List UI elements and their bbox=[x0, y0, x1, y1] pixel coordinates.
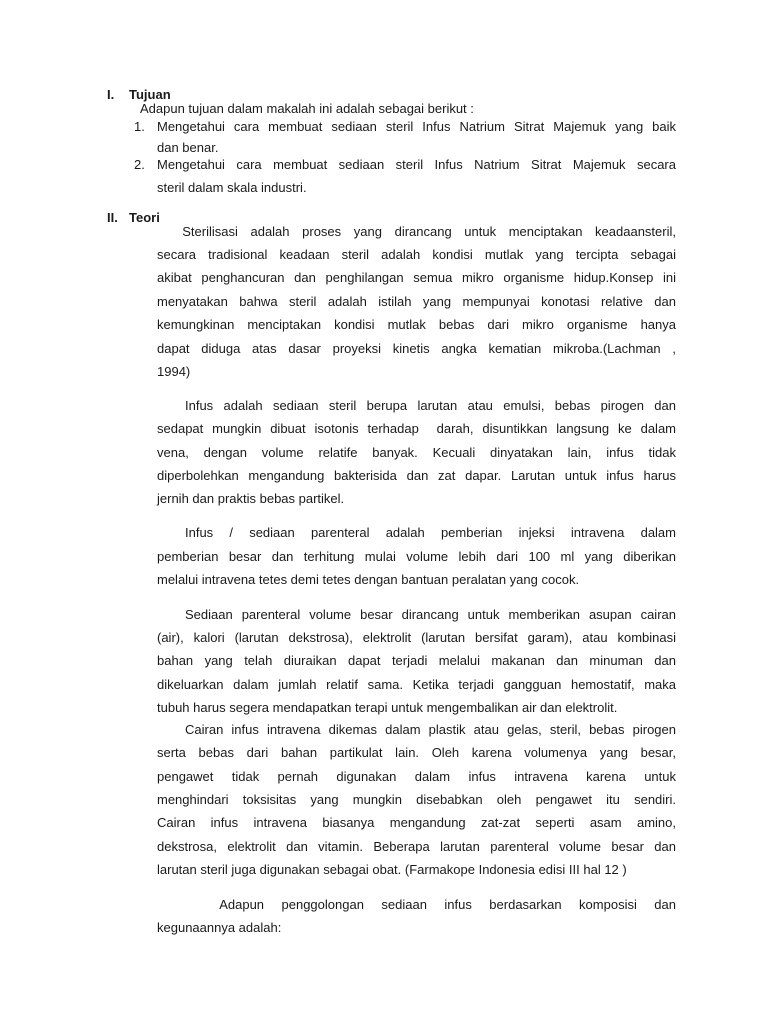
paragraph-line: Sediaan parenteral volume besar dirancang untuk memberikan asupan cairan bbox=[185, 607, 676, 622]
list-number: 1. bbox=[134, 119, 145, 134]
paragraph-line: dekstrosa, elektrolit dan vitamin. Beberapa larutan parenteral volume besar dan bbox=[157, 839, 676, 854]
list-item-line: dan benar. bbox=[157, 140, 219, 155]
paragraph-line: 1994) bbox=[157, 364, 191, 379]
paragraph-line: Cairan infus intravena biasanya mengandung zat-zat seperti asam amino, bbox=[157, 815, 676, 830]
paragraph-line: melalui intravena tetes demi tetes dengan bantuan peralatan yang cocok. bbox=[157, 572, 580, 587]
list-item-line: Mengetahui cara membuat sediaan steril Infus Natrium Sitrat Majemuk yang baik bbox=[157, 119, 676, 134]
paragraph-line: (air), kalori (larutan dekstrosa), elektrolit (larutan bersifat garam), atau kombinasi bbox=[157, 630, 676, 645]
paragraph-line: jernih dan praktis bebas partikel. bbox=[157, 491, 345, 506]
section-number: II. bbox=[107, 210, 118, 225]
section-title: Teori bbox=[129, 210, 160, 225]
paragraph-line: Adapun penggolongan sediaan infus berdasarkan komposisi dan bbox=[185, 897, 676, 912]
paragraph-line: dikeluarkan dalam jumlah relatif sama. Ketika terjadi gangguan hemostatif, maka bbox=[157, 677, 676, 692]
paragraph-line: Infus adalah sediaan steril berupa larutan atau emulsi, bebas pirogen dan bbox=[185, 398, 676, 413]
list-item-line: steril dalam skala industri. bbox=[157, 180, 307, 195]
list-number: 2. bbox=[134, 157, 145, 172]
paragraph-line: kemungkinan menciptakan kondisi mutlak bebas dari mikro organisme hanya bbox=[157, 317, 676, 332]
list-item-line: Mengetahui cara membuat sediaan steril Infus Natrium Sitrat Majemuk secara bbox=[157, 157, 676, 172]
paragraph-line: tubuh harus segera mendapatkan terapi untuk mengembalikan air dan elektrolit. bbox=[157, 700, 618, 715]
paragraph-line: Sterilisasi adalah proses yang dirancang untuk menciptakan keadaansteril, bbox=[157, 224, 676, 239]
section-title: Tujuan bbox=[129, 87, 171, 102]
paragraph-line: diperbolehkan mengandung bakterisida dan zat dapar. Larutan untuk infus harus bbox=[157, 468, 676, 483]
paragraph-line: Cairan infus intravena dikemas dalam plastik atau gelas, steril, bebas pirogen bbox=[185, 722, 676, 737]
paragraph-line: vena, dengan volume relatife banyak. Kecuali dinyatakan lain, infus tidak bbox=[157, 445, 676, 460]
paragraph-line: secara tradisional keadaan steril adalah kondisi mutlak yang tercipta sebagai bbox=[157, 247, 676, 262]
paragraph-line: pemberian besar dan terhitung mulai volume lebih dari 100 ml yang diberikan bbox=[157, 549, 676, 564]
paragraph-line: kegunaannya adalah: bbox=[157, 920, 282, 935]
paragraph-line: menyatakan bahwa steril adalah istilah yang mempunyai konotasi relative dan bbox=[157, 294, 676, 309]
paragraph-line: larutan steril juga digunakan sebagai obat. (Farmakope Indonesia edisi III hal 12 ) bbox=[157, 862, 627, 877]
paragraph-line: Infus / sediaan parenteral adalah pemberian injeksi intravena dalam bbox=[185, 525, 676, 540]
paragraph-line: sedapat mungkin dibuat isotonis terhadap darah, disuntikkan langsung ke dalam bbox=[157, 421, 676, 436]
section-intro: Adapun tujuan dalam makalah ini adalah sebagai berikut : bbox=[140, 101, 474, 116]
paragraph-line: akibat penghancuran dan penghilangan semua mikro organisme hidup.Konsep ini bbox=[157, 270, 676, 285]
paragraph-line: dapat diduga atas dasar proyeksi kinetis angka kematian mikroba.(Lachman , bbox=[157, 341, 676, 356]
section-number: I. bbox=[107, 87, 115, 102]
paragraph-line: pengawet tidak pernah digunakan dalam infus intravena karena untuk bbox=[157, 769, 676, 784]
paragraph-line: bahan yang telah diuraikan dapat terjadi melalui makanan dan minuman dan bbox=[157, 653, 676, 668]
paragraph-line: serta bebas dari bahan partikulat lain. Oleh karena volumenya yang besar, bbox=[157, 745, 676, 760]
paragraph-line: menghindari toksisitas yang mungkin disebabkan oleh pengawet itu sendiri. bbox=[157, 792, 676, 807]
